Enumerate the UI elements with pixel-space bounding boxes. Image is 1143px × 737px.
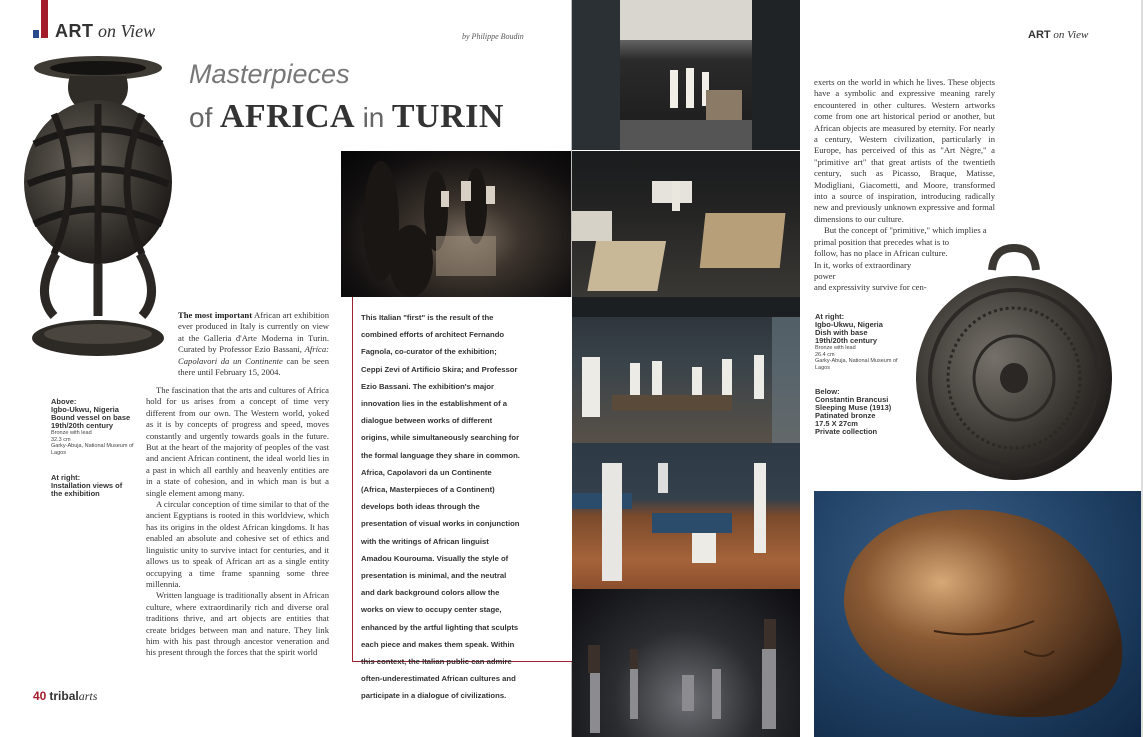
installation-photo-top-right-edge [752,0,800,150]
body-paragraph: The fascination that the arts and cultures of Africa hold for us arises from a concept of time very different from our own. The Western world, yoked as it is by concepts of progress and speed, moves constantly and urgently towards goals in the future. But at the heart of the majority of peoples of the vast and ancient African continent, the ideal world lies in a past in which all earthly and heavenly entities are in a state of cohesion, and in which man is but a single element among many. [146,385,329,498]
section-label-italic-right: on View [1053,29,1089,41]
section-label-bold-right: ART [1028,29,1051,41]
magazine-name-italic: arts [78,689,98,703]
magazine-name-bold: tribal [49,689,79,703]
title-word-of: of [189,102,213,133]
caption-title: Patinated bronze [815,411,876,420]
installation-photo-crates [572,151,800,297]
section-logo-red-bar [41,0,48,38]
caption-installation [51,474,141,498]
caption-detail: Lagos [51,449,66,456]
page-number: 40 [33,689,47,703]
caption-title: Constantin Brancusi [815,395,889,404]
caption-label: Above: [51,397,77,406]
body-paragraph: A circular conception of time similar to that of the ancient Egyptians is rooted in this worldview, which has its origins in the oldest African kingdoms. It has enabled an absolute and cohesive set of ethics and linguistic unity to survive intact for centuries, and it allows us to speak of African art as a single entity occupying a time frame spanning some three millennia. [146,499,329,589]
lead-text-end: can be seen there until February 15, 2004. [178,355,329,378]
caption-title: 19th/20th century [51,421,114,430]
caption-detail: Garky-Abuja, National Museum of [815,358,898,364]
caption-sleeping-muse [815,388,910,436]
body-paragraph: Written language is traditionally absent in African culture, where extraordinarily rich and diverse oral traditions thrive, and art objects are entities that create bridges between man and nature. They link him with his past through ancestor veneration and his present through the forces that the spirit world [146,590,329,658]
caption-detail: Lagos [815,364,830,371]
title-word-africa: AFRICA [219,98,356,135]
caption-dish [815,313,910,371]
caption-title: Igbo-Ukwu, Nigeria [815,320,883,329]
lead-text: African art exhibition ever produced in Italy is currently on view at the Galleria d'Arte Moderna in Turin. Curated by Professor Ezio Bassani, [178,310,329,355]
body-paragraph-wrap-line: and expressivity survive for cen- [814,282,927,293]
body-lead-paragraph-top [178,310,329,378]
body-paragraph-wrap-line: But the concept of "primitive," which implies a [824,225,987,236]
installation-photo-workers [572,297,800,443]
caption-detail: Bronze with lead [815,345,856,351]
bound-vessel-photo [14,54,182,360]
caption-title: Bound vessel on base [51,413,131,422]
installation-photo-floor [572,443,800,589]
exhibition-title-italic: Africa: Capolavori da un Continente [178,344,329,366]
caption-title: 17.5 X 27cm [815,419,858,428]
section-label-bold: ART [55,21,94,41]
caption-detail: Bronze with lead [51,430,92,436]
title-word-turin: TURIN [391,98,504,135]
page-footer [33,689,97,704]
caption-label: Below: [815,387,840,396]
caption-title: 19th/20th century [815,336,878,345]
lead-in-bold: The most important [178,310,253,320]
caption-detail: 32.3 cm [51,436,71,443]
byline: by Philippe Boudin [462,32,524,41]
caption-title: Sleeping Muse (1913) [815,403,892,412]
caption-title: Installation views of [51,481,123,490]
dish-photo [912,244,1116,488]
section-header-left [55,21,155,42]
caption-title: Private collection [815,427,878,436]
section-logo-blue-square [33,30,39,38]
installation-photo-dark [341,151,571,297]
caption-detail: 26.4 cm [815,351,835,358]
section-header-right [1028,29,1088,41]
caption-title: Igbo-Ukwu, Nigeria [51,405,119,414]
body-paragraph-wrap-line: follow, has no place in African culture. [814,248,948,259]
title-word-in: in [362,102,385,133]
caption-label: At right: [815,312,845,321]
sidebar-text: This Italian "first" is the result of the combined efforts of architect Fernando Fagnola, co-curator of the exhibition; Ceppi Zevi of Artificio Skira; and Professor Ezio Bassani. The exhibition's major innovation lies in the establishment of a dialogue between works of different origins, while simultaneously searching for the formal language they share in common. Africa, Capolavori da un Continente (Africa, Masterpieces of a Continent) develops both ideas through the presentation of visual works in conjunction with the writings of African linguist Amadou Kourouma. Visually the style of presentation is minimal, and the neutral and dark background colors allow the works on view to occupy center stage, enhanced by the artful lighting that sculpts each piece and makes them speak. Within this context, the Italian public can admire often-underestimated African cultures and participate in a dialogue of civilizations. [361,313,520,701]
caption-detail: Garky-Abuja, National Museum of [51,443,134,449]
caption-label: At right: [51,473,81,482]
body-paragraph-wrap-line: In it, works of extraordinary power [814,259,912,281]
body-paragraph: exerts on the world in which he lives. These objects have a symbolic and expressive meaning rarely encountered in other cultures. Western artworks come from one art historical period or another, but African objects are measured by eternity. For nearly a century, Western civilization, particularly in Europe, has perceived of this as "Art Nègre," a "primitive art" that great artists of the twentieth century, such as Picasso, Braque, Matisse, Modigliani, Giacometti, and Moore, transformed into a source of inspiration, introducing radically new and previously unknown expressive and formal dimensions to our culture. [814,77,995,224]
installation-photo-hall [620,0,752,150]
installation-photo-top-left-edge [572,0,620,150]
article-title-line1: Masterpieces [189,59,350,89]
caption-above [51,398,141,456]
section-label-italic: on View [98,21,156,41]
article-title-line2 [189,98,504,136]
caption-title: the exhibition [51,489,100,498]
body-paragraph-wrap-line: primal position that precedes what is to [814,236,950,247]
sleeping-muse-photo [814,491,1141,737]
body-column-left [146,385,329,659]
installation-photo-gallery [572,589,800,737]
caption-title: Dish with base [815,328,868,337]
